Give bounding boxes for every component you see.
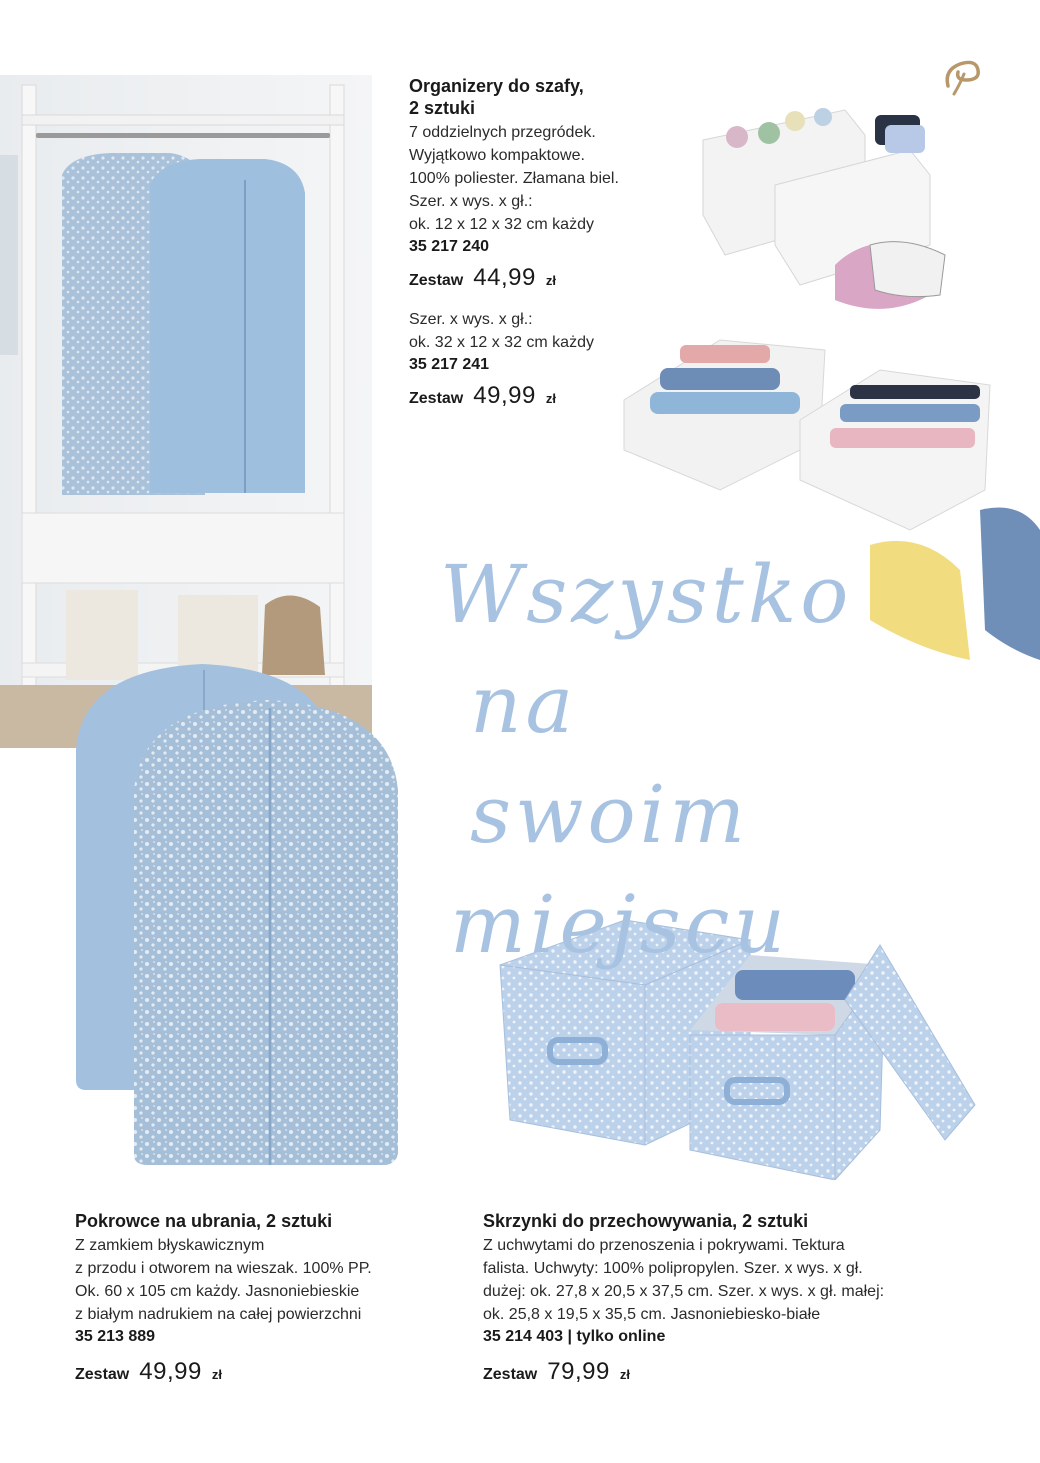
covers-title: Pokrowce na ubrania, 2 sztuki [75, 1211, 333, 1231]
covers-info [75, 1210, 455, 1386]
price-currency: zł [619, 1367, 630, 1382]
organizers-price [409, 264, 679, 292]
price-currency: zł [545, 391, 556, 406]
organizers-desc-line: Szer. x wys. x gł.: [409, 193, 533, 210]
wardrobe-photo [0, 75, 372, 748]
organizers-variant2-price [409, 382, 679, 410]
garment-covers-photo [72, 660, 412, 1170]
boxes-desc-line: ok. 25,8 x 19,5 x 35,5 cm. Jasnoniebiesko-białe [483, 1306, 821, 1323]
headline-script [440, 540, 860, 980]
price-value: 49,99 [473, 382, 536, 409]
organizers-desc-line: ok. 12 x 12 x 32 cm każdy [409, 216, 594, 233]
organizers-desc-line: 100% poliester. Złamana biel. [409, 170, 619, 187]
boxes-price [483, 1358, 953, 1386]
covers-price [75, 1358, 455, 1386]
covers-desc-line: Z zamkiem błyskawicznym [75, 1237, 265, 1254]
tchibo-logo-icon [940, 56, 984, 105]
boxes-product-code: 35 214 403 | tylko online [483, 1328, 666, 1345]
organizers-title-line-1: Organizery do szafy, [409, 76, 584, 96]
organizers-variant2-desc-line: Szer. x wys. x gł.: [409, 311, 533, 328]
headline-line-2: na swoim [470, 658, 750, 861]
boxes-info [483, 1210, 953, 1386]
organizers-desc-line: 7 oddzielnych przegródek. [409, 124, 596, 141]
headline-line-1: Wszystko [440, 548, 853, 641]
organizers-small-photo [695, 95, 965, 330]
covers-desc-line: z białym nadrukiem na całej powierzchni [75, 1306, 362, 1323]
covers-product-code: 35 213 889 [75, 1328, 156, 1345]
headline-line-3: miejscu [450, 878, 789, 971]
boxes-title: Skrzynki do przechowywania, 2 sztuki [483, 1211, 809, 1231]
price-value: 49,99 [139, 1358, 202, 1385]
boxes-desc-line: falista. Uchwyty: 100% polipropylen. Szer. x wys. x gł. [483, 1260, 863, 1277]
price-value: 79,99 [547, 1358, 610, 1385]
covers-desc-line: Ok. 60 x 105 cm każdy. Jasnoniebieskie [75, 1283, 360, 1300]
organizers-variant2-code: 35 217 241 [409, 356, 490, 373]
price-label: Zestaw [409, 272, 464, 289]
boxes-desc-line: dużej: ok. 27,8 x 20,5 x 37,5 cm. Szer. x wys. x gł. małej: [483, 1283, 885, 1300]
price-currency: zł [545, 273, 556, 288]
organizers-desc-line: Wyjątkowo kompaktowe. [409, 147, 585, 164]
covers-desc-line: z przodu i otworem na wieszak. 100% PP. [75, 1260, 372, 1277]
organizers-variant2-desc-line: ok. 32 x 12 x 32 cm każdy [409, 334, 594, 351]
price-value: 44,99 [473, 264, 536, 291]
boxes-desc-line: Z uchwytami do przenoszenia i pokrywami. Tektura [483, 1237, 845, 1254]
price-label: Zestaw [483, 1366, 538, 1383]
price-label: Zestaw [409, 390, 464, 407]
organizers-title-line-2: 2 sztuki [409, 98, 476, 118]
price-label: Zestaw [75, 1366, 130, 1383]
organizers-info [409, 75, 679, 410]
price-currency: zł [211, 1367, 222, 1382]
organizers-product-code: 35 217 240 [409, 238, 490, 255]
